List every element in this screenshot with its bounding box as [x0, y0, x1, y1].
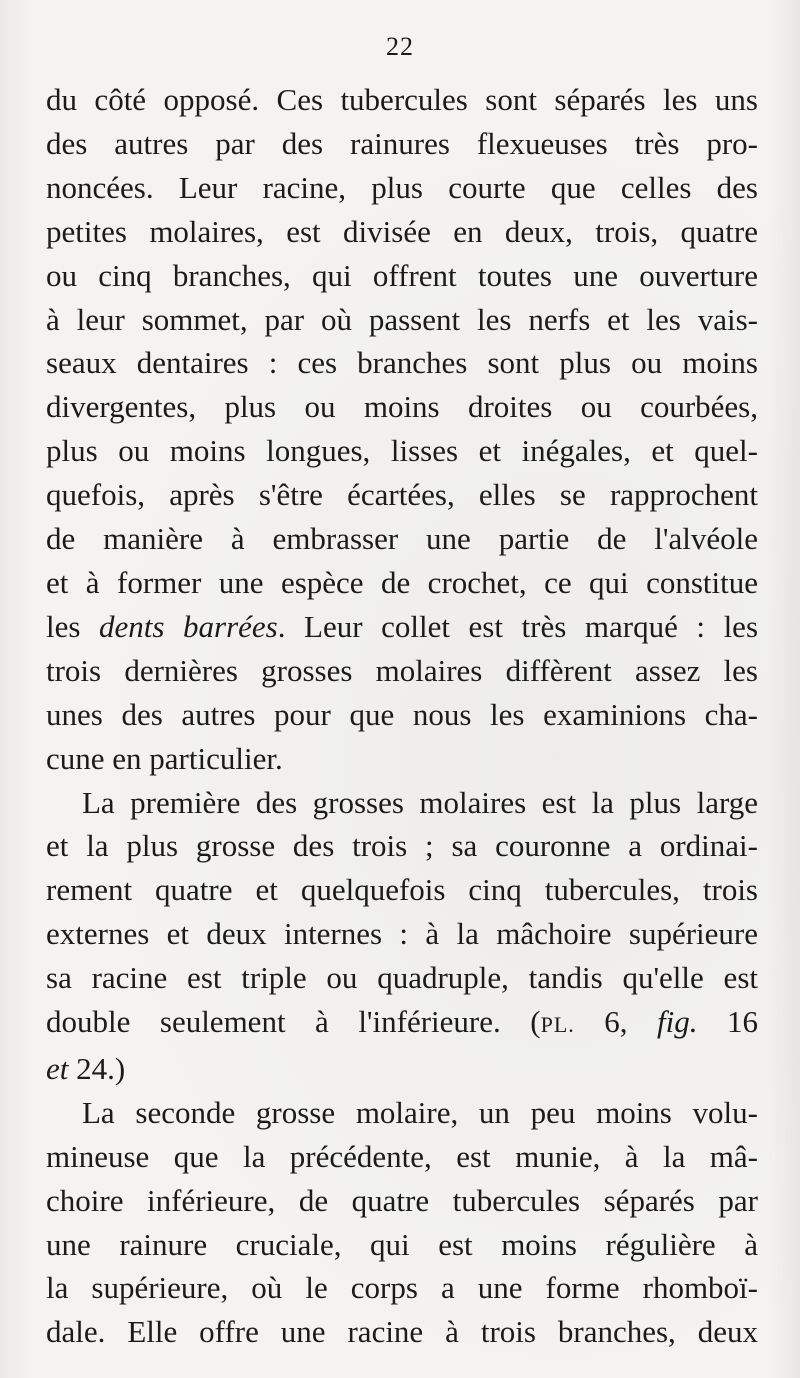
text-line: plus ou moins longues, lisses et inégales, et quel- [46, 433, 758, 469]
text-line: cune en particulier. [46, 740, 283, 776]
text-line: seaux dentaires : ces branches sont plus ou moins [46, 345, 758, 381]
text-fragment: les [46, 608, 100, 644]
body-text [46, 78, 758, 1354]
text-line: des autres par des rainures flexueuses très pro- [46, 125, 758, 161]
text-fragment: 16 [697, 1004, 759, 1040]
text-line: de manière à embrasser une partie de l'alvéole [46, 521, 758, 557]
text-line [46, 1047, 758, 1091]
text-fragment: . Leur collet est très marqué : les [277, 608, 759, 644]
text-line: sa racine est triple ou quadruple, tandis qu'elle est [46, 960, 758, 996]
italic-conjunction: et [46, 1050, 69, 1086]
text-line: unes des autres pour que nous les examinions cha- [46, 696, 758, 732]
paragraph-start-line: La seconde grosse molaire, un peu moins volu- [82, 1094, 758, 1130]
page-number: 22 [386, 32, 414, 61]
text-line: dale. Elle offre une racine à trois branches, deux [46, 1314, 758, 1350]
text-line [46, 605, 758, 649]
text-line: noncées. Leur racine, plus courte que celles des [46, 169, 758, 205]
text-line: à leur sommet, par où passent les nerfs et les vais- [46, 301, 758, 337]
text-line: et la plus grosse des trois ; sa couronne a ordinai- [46, 828, 758, 864]
paragraph-start-line: La première des grosses molaires est la plus large [82, 784, 758, 820]
text-line: quefois, après s'être écartées, elles se rapprochent [46, 477, 758, 513]
text-line: du côté opposé. Ces tubercules sont séparés les uns [46, 82, 758, 117]
text-line: externes et deux internes : à la mâchoire supérieure [46, 916, 758, 952]
text-fragment: 6, [574, 1004, 658, 1040]
text-line: ou cinq branches, qui offrent toutes une ouverture [46, 257, 758, 293]
italic-term: dents barrées [99, 608, 278, 644]
text-line: trois dernières grosses molaires diffèrent assez les [46, 652, 758, 688]
figure-abbreviation: fig. [657, 1004, 698, 1040]
text-line [46, 1000, 758, 1047]
text-line: la supérieure, où le corps a une forme rhomboï- [46, 1270, 758, 1306]
text-line: une rainure cruciale, qui est moins régulière à [46, 1226, 758, 1262]
text-fragment: double seulement à l'inférieure. ( [46, 1004, 541, 1040]
text-line: divergentes, plus ou moins droites ou courbées, [46, 389, 758, 425]
text-line: rement quatre et quelquefois cinq tubercules, trois [46, 872, 758, 908]
text-line: mineuse que la précédente, est munie, à la mâ- [46, 1138, 758, 1174]
plate-abbreviation: PL. [540, 1012, 575, 1038]
text-fragment: 24.) [68, 1050, 126, 1086]
text-line: petites molaires, est divisée en deux, trois, quatre [46, 213, 758, 249]
text-line: choire inférieure, de quatre tubercules séparés par [46, 1182, 758, 1218]
text-line: et à former une espèce de crochet, ce qui constitue [46, 564, 758, 600]
